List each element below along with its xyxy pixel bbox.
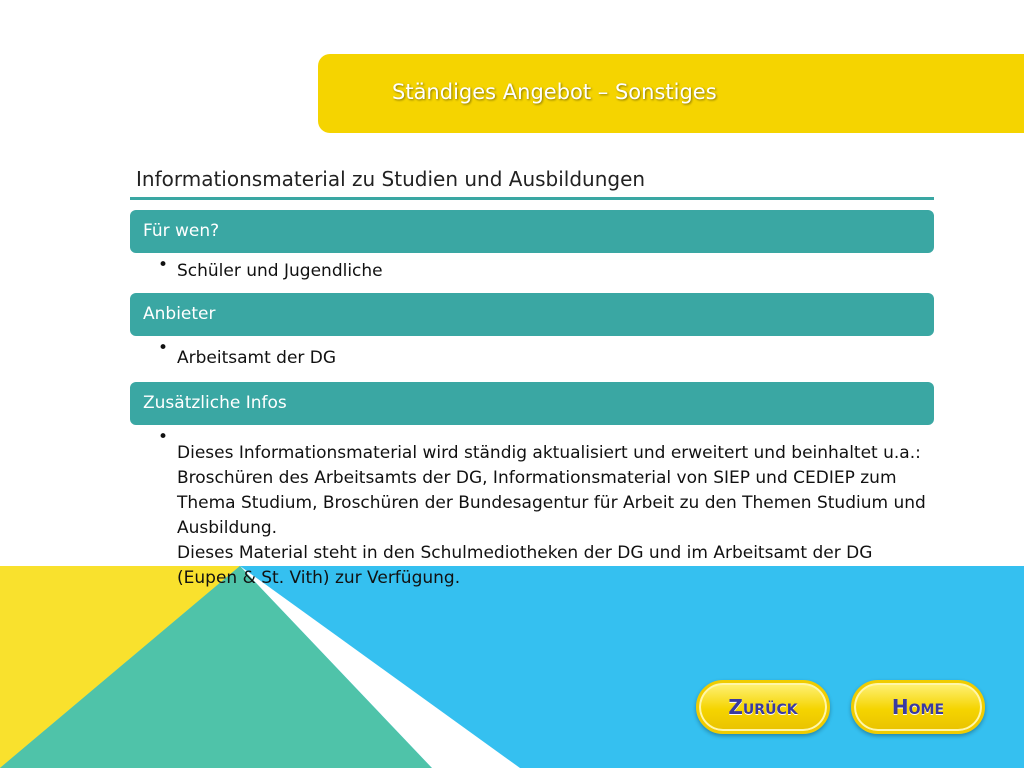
bullet-item: • Schüler und Jugendliche	[130, 253, 934, 293]
bullet-list-fuer-wen	[130, 253, 934, 293]
bullet-list-zusaetzliche-infos	[130, 425, 934, 591]
bullet-list-anbieter	[130, 336, 934, 382]
home-button[interactable]: Home	[851, 680, 985, 734]
infos-paragraph-1: • Dieses Informationsmaterial wird ständig aktualisiert und erweitert und beinhaltet u.a.: Broschüren des Arbeitsamts der DG, Informationsmaterial von SIEP und CEDIEP zum Thema Studium, Broschüren der Bundesagentur für Arbeit zu den Themen Studium und Ausbildung.	[177, 443, 926, 538]
page-title: Ständiges Angebot – Sonstiges	[392, 80, 717, 104]
bullet-item: • Arbeitsamt der DG	[130, 336, 934, 382]
section-title: Informationsmaterial zu Studien und Ausbildungen	[130, 164, 934, 200]
content-area	[130, 164, 934, 591]
header-anbieter: Anbieter	[130, 293, 934, 336]
header-fuer-wen: Für wen?	[130, 210, 934, 253]
header-zusaetzliche-infos: Zusätzliche Infos	[130, 382, 934, 425]
bullet-item-infos	[130, 425, 934, 591]
infos-paragraph-2: Dieses Material steht in den Schulmediotheken der DG und im Arbeitsamt der DG (Eupen & St. Vith) zur Verfügung.	[177, 543, 873, 588]
back-button[interactable]: Zurück	[696, 680, 830, 734]
